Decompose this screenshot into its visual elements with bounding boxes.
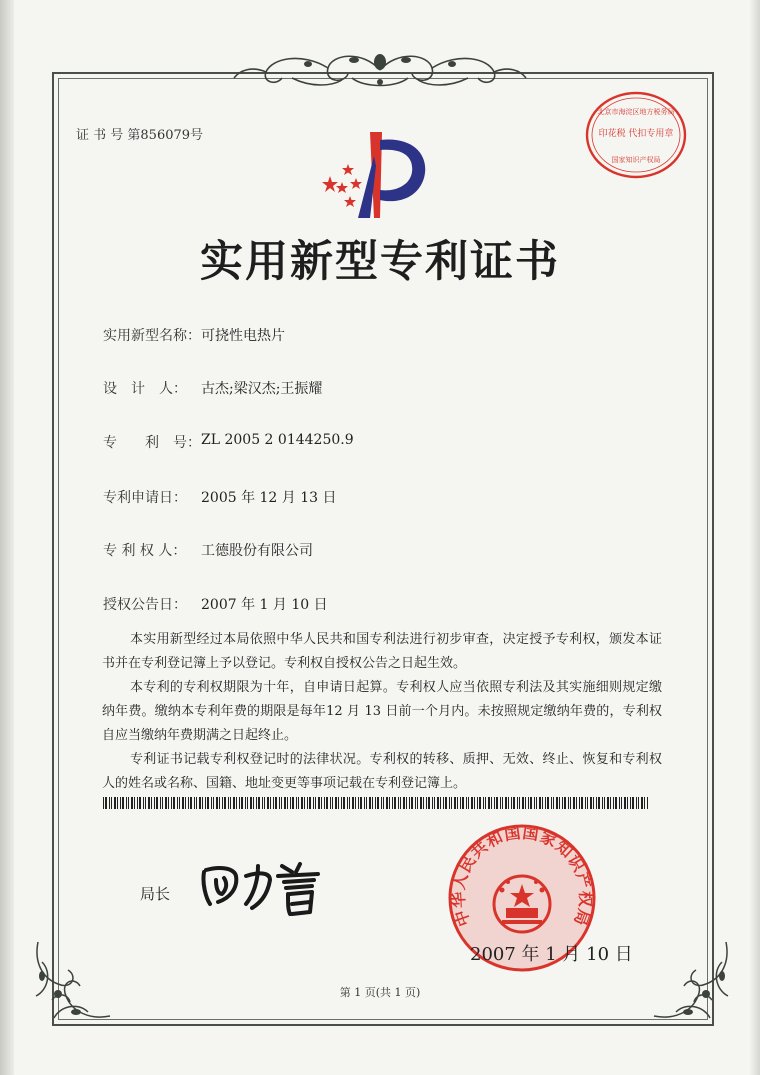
barcode-bar [417, 797, 418, 809]
barcode-bar [400, 797, 401, 809]
barcode-bar [440, 797, 441, 809]
field-label-application-date: 专利申请日： [103, 490, 187, 506]
barcode-bar [273, 797, 274, 809]
barcode-bar [604, 797, 605, 809]
barcode-bar [355, 797, 356, 809]
barcode-bar [324, 797, 325, 809]
barcode-bar [545, 797, 546, 809]
barcode-bar [247, 797, 248, 809]
barcode-bar [352, 797, 354, 809]
barcode-bar [207, 797, 209, 809]
field-label-grant-date: 授权公告日： [103, 597, 187, 613]
barcode-bar [443, 797, 444, 809]
barcode-bar [205, 797, 206, 809]
director-signature [196, 854, 336, 920]
barcode-bar [392, 797, 393, 809]
barcode-bar [474, 797, 475, 809]
body-paragraph-3: 专利证书记载专利权登记时的法律状况。专利权的转移、质押、无效、终止、恢复和专利权人的姓名或名称、国籍、地址变更等事项记载在专利登记簿上。 [102, 752, 662, 791]
barcode-bar [154, 797, 155, 809]
barcode-bar [160, 797, 161, 809]
barcode-bar [426, 797, 427, 809]
stamp-bottom-text: 国家知识产权局 [611, 156, 661, 164]
barcode-bar [343, 797, 345, 809]
barcode-bar [134, 797, 135, 809]
barcode-bar [398, 797, 399, 809]
barcode-bar [638, 797, 639, 809]
barcode-bar [568, 797, 569, 809]
barcode-bar [117, 797, 118, 809]
barcode-bar [360, 797, 362, 809]
barcode-bar [477, 797, 478, 809]
barcode-bar [213, 797, 214, 809]
barcode-bar [627, 797, 628, 809]
barcode-bar [528, 797, 529, 809]
barcode-bar [502, 797, 503, 809]
barcode-bar [542, 797, 543, 809]
barcode-bar [270, 797, 271, 809]
barcode-bar [468, 797, 469, 809]
barcode-bar [171, 797, 172, 809]
barcode-bar [530, 797, 532, 809]
barcode-bar [313, 797, 314, 809]
barcode-bar [562, 797, 563, 809]
barcode-bar [156, 797, 158, 809]
barcode-bar [462, 797, 464, 809]
page-gutter [0, 0, 14, 1075]
barcode-bar [109, 797, 110, 809]
barcode-bar [332, 797, 333, 809]
barcode-bar [500, 797, 501, 809]
barcode-bar [222, 797, 223, 809]
barcode-bar [162, 797, 163, 809]
barcode-bar [139, 797, 141, 809]
barcode-bar [403, 797, 405, 809]
barcode-bar [389, 797, 390, 809]
barcode-bar [644, 797, 645, 809]
barcode-bar [553, 797, 554, 809]
tax-stamp [584, 90, 688, 180]
barcode-bar [298, 797, 299, 809]
director-label: 局长 [140, 885, 171, 903]
barcode-bar [185, 797, 186, 809]
barcode-bar [641, 797, 643, 809]
barcode-bar [471, 797, 473, 809]
barcode-bar [315, 797, 316, 809]
barcode-bar [168, 797, 169, 809]
barcode-bar [190, 797, 192, 809]
barcode-bar [111, 797, 112, 809]
barcode-bar [202, 797, 203, 809]
barcode-bar [258, 797, 260, 809]
certificate-number: 证 书 号 第856079号 [76, 128, 204, 143]
field-label-patentee: 专 利 权 人： [103, 543, 187, 559]
barcode-bar [564, 797, 566, 809]
barcode-bar [347, 797, 348, 809]
barcode-bar [196, 797, 197, 809]
barcode-bar [338, 797, 339, 809]
barcode-bar [590, 797, 592, 809]
barcode-bar [236, 797, 237, 809]
barcode-bar [647, 797, 648, 809]
barcode-bar [445, 797, 447, 809]
barcode-bar [321, 797, 322, 809]
barcode-bar [241, 797, 243, 809]
barcode-bar [120, 797, 121, 809]
barcode-bar [165, 797, 167, 809]
barcode-bar [194, 797, 195, 809]
barcode-bar [103, 797, 104, 809]
corner-ornament-icon [644, 932, 736, 1024]
barcode-bar [581, 797, 583, 809]
barcode-bar [290, 797, 291, 809]
certificate-title: 实用新型专利证书 [200, 237, 560, 287]
barcode-bar [536, 797, 537, 809]
barcode-bar [596, 797, 597, 809]
barcode-bar [587, 797, 588, 809]
barcode-bar [137, 797, 138, 809]
barcode-bar [579, 797, 580, 809]
barcode [103, 797, 651, 809]
barcode-bar [228, 797, 229, 809]
barcode-bar [534, 797, 535, 809]
barcode-bar [573, 797, 575, 809]
barcode-bar [457, 797, 458, 809]
barcode-bar [177, 797, 178, 809]
barcode-bar [420, 797, 422, 809]
barcode-bar [485, 797, 486, 809]
barcode-bar [381, 797, 382, 809]
barcode-bar [511, 797, 512, 809]
barcode-bar [522, 797, 524, 809]
barcode-bar [428, 797, 430, 809]
barcode-bar [423, 797, 424, 809]
barcode-bar [375, 797, 376, 809]
barcode-bar [318, 797, 320, 809]
barcode-bar [508, 797, 509, 809]
barcode-bar [496, 797, 498, 809]
barcode-bar [369, 797, 371, 809]
barcode-bar [434, 797, 435, 809]
barcode-bar [267, 797, 269, 809]
barcode-bar [598, 797, 600, 809]
barcode-bar [230, 797, 231, 809]
barcode-bar [326, 797, 328, 809]
barcode-bar [547, 797, 549, 809]
barcode-bar [409, 797, 410, 809]
barcode-bar [262, 797, 263, 809]
seal-text: 中华人民共和国国家知识产权局 [448, 822, 596, 929]
barcode-bar [143, 797, 144, 809]
body-paragraph-2: 本专利的专利权期限为十年，自申请日起算。专利权人应当依照专利法及其实施细则规定缴纳年费。缴纳本专利年费的期限是每年12 月 13 日前一个月内。未按照规定缴纳年费的，专利权自应当缴纳年费期满之日起终止。 [102, 680, 662, 743]
barcode-bar [216, 797, 218, 809]
barcode-bar [131, 797, 133, 809]
barcode-bar [114, 797, 116, 809]
barcode-bar [173, 797, 175, 809]
page-indicator: 第 1 页(共 1 页) [339, 986, 421, 999]
page-edge [750, 0, 760, 1075]
issue-date: 2007 年 1 月 10 日 [470, 944, 633, 965]
barcode-bar [151, 797, 152, 809]
barcode-bar [411, 797, 413, 809]
barcode-bar [284, 797, 286, 809]
barcode-bar [148, 797, 150, 809]
barcode-bar [245, 797, 246, 809]
barcode-bar [307, 797, 308, 809]
barcode-bar [570, 797, 571, 809]
barcode-bar [233, 797, 235, 809]
body-paragraph-1: 本实用新型经过本局依照中华人民共和国专利法进行初步审查，决定授予专利权，颁发本证书并在专利登记簿上予以登记。专利权自授权公告之日起生效。 [102, 632, 662, 671]
barcode-bar [432, 797, 433, 809]
barcode-bar [358, 797, 359, 809]
barcode-bar [466, 797, 467, 809]
barcode-bar [304, 797, 305, 809]
barcode-bar [517, 797, 518, 809]
field-label-patent-no: 专 利 号： [103, 435, 201, 451]
barcode-bar [219, 797, 220, 809]
barcode-bar [145, 797, 146, 809]
corner-ornament-icon [28, 932, 120, 1024]
barcode-bar [341, 797, 342, 809]
barcode-bar [364, 797, 365, 809]
barcode-bar [539, 797, 541, 809]
field-value-grant-date: 2007 年 1 月 10 日 [201, 597, 328, 613]
barcode-bar [460, 797, 461, 809]
barcode-bar [621, 797, 622, 809]
barcode-bar [179, 797, 180, 809]
barcode-bar [630, 797, 631, 809]
barcode-bar [239, 797, 240, 809]
field-label-designer: 设 计 人： [103, 381, 187, 397]
barcode-bar [619, 797, 620, 809]
stamp-center-text: 印花税 代扣专用章 [598, 129, 674, 139]
ornament-top-icon [232, 48, 528, 94]
barcode-bar [613, 797, 614, 809]
barcode-bar [593, 797, 594, 809]
barcode-bar [551, 797, 552, 809]
barcode-bar [250, 797, 252, 809]
barcode-bar [636, 797, 637, 809]
barcode-bar [292, 797, 294, 809]
barcode-bar [449, 797, 450, 809]
field-value-patentee: 工德股份有限公司 [201, 543, 313, 559]
barcode-bar [366, 797, 367, 809]
barcode-bar [128, 797, 129, 809]
barcode-bar [296, 797, 297, 809]
barcode-bar [383, 797, 384, 809]
barcode-bar [386, 797, 388, 809]
barcode-bar [199, 797, 201, 809]
barcode-bar [576, 797, 577, 809]
barcode-bar [275, 797, 277, 809]
patent-office-logo-icon [318, 126, 436, 222]
barcode-bar [188, 797, 189, 809]
barcode-bar [437, 797, 439, 809]
barcode-bar [607, 797, 609, 809]
barcode-bar [182, 797, 184, 809]
barcode-bar [454, 797, 456, 809]
barcode-bar [253, 797, 254, 809]
barcode-bar [525, 797, 526, 809]
barcode-bar [483, 797, 484, 809]
barcode-bar [281, 797, 282, 809]
barcode-bar [256, 797, 257, 809]
barcode-bar [301, 797, 303, 809]
field-value-designer: 古杰;梁汉杰;王振耀 [201, 381, 323, 397]
barcode-bar [309, 797, 311, 809]
barcode-bar [494, 797, 495, 809]
barcode-bar [415, 797, 416, 809]
stamp-outer-text: 北京市海淀区地方税务局 [597, 108, 675, 116]
barcode-bar [632, 797, 634, 809]
barcode-bar [279, 797, 280, 809]
barcode-bar [602, 797, 603, 809]
barcode-bar [585, 797, 586, 809]
field-value-application-date: 2005 年 12 月 13 日 [201, 490, 337, 506]
barcode-bar [349, 797, 350, 809]
barcode-bar [559, 797, 560, 809]
barcode-bar [491, 797, 492, 809]
barcode-bar [406, 797, 407, 809]
barcode-bar [377, 797, 379, 809]
barcode-bar [211, 797, 212, 809]
barcode-bar [505, 797, 507, 809]
barcode-bar [335, 797, 337, 809]
barcode-bar [122, 797, 124, 809]
barcode-bar [105, 797, 107, 809]
barcode-bar [513, 797, 515, 809]
barcode-bar [287, 797, 288, 809]
barcode-bar [264, 797, 265, 809]
barcode-bar [519, 797, 520, 809]
barcode-bar [126, 797, 127, 809]
barcode-bar [488, 797, 490, 809]
barcode-bar [624, 797, 626, 809]
barcode-bar [556, 797, 558, 809]
barcode-bar [479, 797, 481, 809]
barcode-bar [615, 797, 617, 809]
barcode-bar [610, 797, 611, 809]
field-label-name: 实用新型名称： [103, 328, 201, 344]
field-value-patent-no: ZL 2005 2 0144250.9 [201, 432, 354, 448]
barcode-bar [224, 797, 226, 809]
barcode-bar [394, 797, 396, 809]
field-value-name: 可挠性电热片 [201, 328, 285, 344]
barcode-bar [330, 797, 331, 809]
barcode-bar [451, 797, 452, 809]
barcode-bar [372, 797, 373, 809]
